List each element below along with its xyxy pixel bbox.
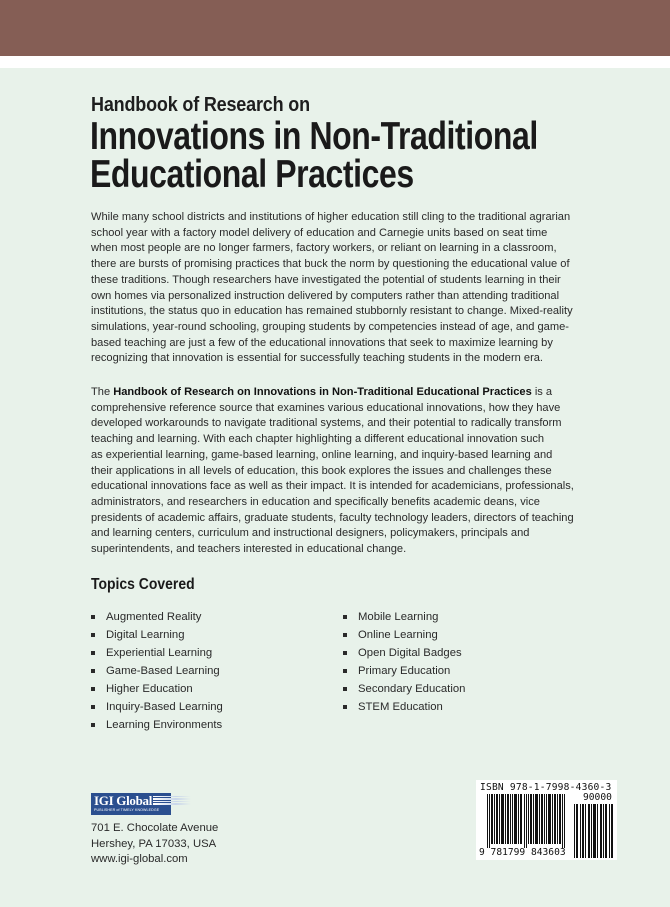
topic-label: STEM Education (358, 701, 443, 713)
address-city: Hershey, PA 17033, USA (91, 837, 217, 850)
topic-label: Open Digital Badges (358, 647, 462, 659)
text-line: there are bursts of promising practices that buck the norm by questioning the educational value of (91, 258, 570, 271)
barcode-bars-icon (487, 794, 567, 848)
text-line: While many school districts and institutions of higher education still cling to the traditional agrarian (91, 211, 571, 223)
text-line: superintendents, and teachers interested in educational change. (91, 543, 407, 556)
text-line: developed workarounds to navigate traditional systems, and their potential to radically transform (91, 417, 562, 430)
topic-label: Game-Based Learning (106, 665, 220, 677)
topic-item (343, 608, 465, 626)
text-line: simulations, year-round schooling, grouping students by competencies instead of age, and game- (91, 320, 569, 333)
bullet-square-icon (343, 651, 347, 655)
text-line: these traditions. Though researchers have investigated the potential of students learning in their (91, 273, 561, 286)
text-line: school year with a factory model delivery of education and Carnegie units based on seat time (91, 226, 548, 239)
text-line: their applications in all levels of education, this book explores the issues and challenges these (91, 464, 552, 477)
text-line: teaching and learning. With each chapter highlighting a different educational innovation such (91, 433, 545, 446)
topic-label: Inquiry-Based Learning (106, 701, 223, 713)
bullet-square-icon (91, 651, 95, 655)
series-title: Handbook of Research on (91, 94, 310, 116)
text-line: administrators, and researchers in education and specifically benefits academic deans, vice (91, 495, 540, 508)
topic-label: Augmented Reality (106, 611, 202, 623)
bullet-square-icon (91, 669, 95, 673)
igi-global-logo (91, 793, 171, 815)
topic-item (343, 662, 465, 680)
text-line: comprehensive reference source that examines various educational innovations, how they have (91, 401, 561, 414)
isbn-label: ISBN 978-1-7998-4360-3 (480, 782, 612, 793)
logo-tagline: PUBLISHER of TIMELY KNOWLEDGE (94, 808, 160, 812)
address-street: 701 E. Chocolate Avenue (91, 822, 219, 834)
topic-item (343, 698, 465, 716)
topics-list-column-2 (343, 608, 465, 716)
bullet-square-icon (91, 687, 95, 691)
topic-label: Primary Education (358, 665, 451, 677)
ean-digits: 9 781799 843603 (479, 847, 566, 858)
text-line: recognizing that innovation is essential for successfully teaching students in the modern era. (91, 352, 544, 365)
top-color-band (0, 0, 670, 56)
topic-item (91, 644, 223, 662)
topics-heading: Topics Covered (91, 576, 195, 593)
book-title-line-1: Innovations in Non-Traditional (90, 115, 538, 158)
text-line: based teaching are just a few of the educational innovations that seek to maximize learning by (91, 336, 553, 349)
topic-label: Secondary Education (358, 683, 466, 695)
topic-label: Experiential Learning (106, 647, 213, 659)
topic-label: Digital Learning (106, 629, 185, 641)
logo-name: IGI Global (94, 793, 153, 808)
text-line: presidents of academic affairs, graduate students, faculty technology leaders, directors of teaching (91, 511, 574, 524)
isbn-barcode (476, 780, 617, 860)
logo-stripes-icon (153, 796, 191, 806)
topic-item (343, 626, 465, 644)
topic-label: Mobile Learning (358, 611, 439, 623)
text-line: educational innovations face as well as their impact. It is intended for academicians, professionals, (91, 480, 574, 493)
text-line: as experiential learning, game-based learning, online learning, and inquiry-based learning and (91, 448, 553, 461)
topic-item (91, 662, 223, 680)
bullet-square-icon (343, 615, 347, 619)
description-paragraph-2 (91, 385, 591, 558)
text-line (91, 385, 591, 401)
publisher-address (91, 821, 218, 868)
topic-item (91, 608, 223, 626)
topic-label: Higher Education (106, 683, 193, 695)
text-line: own homes via personalized instruction delivered by computers rather than attending traditional (91, 289, 560, 302)
book-title (90, 115, 538, 196)
topic-item (91, 716, 223, 734)
bullet-square-icon (91, 633, 95, 637)
bold-book-title: Handbook of Research on Innovations in Non-Traditional Educational Practices (113, 386, 532, 398)
publisher-block (91, 793, 218, 868)
bullet-square-icon (343, 687, 347, 691)
topic-label: Learning Environments (106, 719, 223, 731)
barcode-addon-number: 90000 (583, 792, 612, 803)
topic-label: Online Learning (358, 629, 438, 641)
topic-item (343, 644, 465, 662)
bullet-square-icon (343, 633, 347, 637)
bullet-square-icon (343, 705, 347, 709)
text-line: and learning centers, curriculum and instructional designers, policymakers, principals and (91, 527, 530, 540)
topic-item (343, 680, 465, 698)
topic-item (91, 626, 223, 644)
text-line: when most people are no longer farmers, factory workers, or reliant on learning in a classroom, (91, 242, 557, 255)
book-title-line-2: Educational Practices (90, 153, 414, 196)
bullet-square-icon (91, 705, 95, 709)
text-suffix: is a (531, 386, 553, 398)
text-line: institutions, the status quo in education has remained stubbornly resistant to change. Mixed-reality (91, 305, 573, 318)
barcode-addon-bars-icon (574, 804, 614, 858)
bullet-square-icon (91, 723, 95, 727)
publisher-website: www.igi-global.com (91, 853, 188, 865)
topics-list-column-1 (91, 608, 223, 734)
topic-item (91, 680, 223, 698)
topic-item (91, 698, 223, 716)
bullet-square-icon (91, 615, 95, 619)
band-separator (0, 56, 670, 68)
description-paragraph-1 (91, 210, 591, 367)
bullet-square-icon (343, 669, 347, 673)
text-prefix: The (91, 386, 114, 398)
